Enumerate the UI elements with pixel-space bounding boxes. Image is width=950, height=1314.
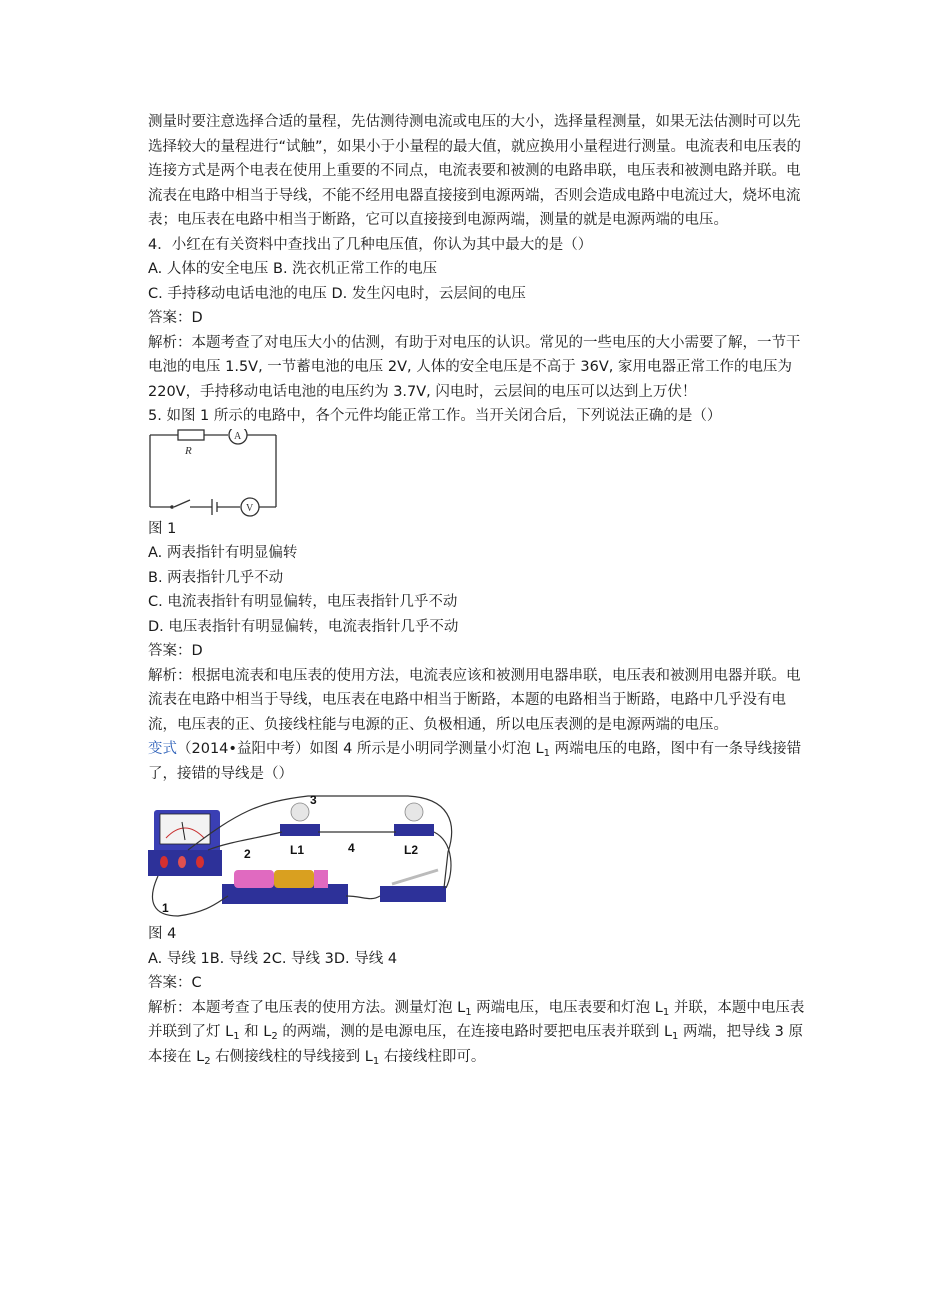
q5-question: 5. 如图 1 所示的电路中，各个元件均能正常工作。当开关闭合后，下列说法正确的是（） <box>148 408 722 424</box>
q5-option-d: D. 电压表指针有明显偏转，电流表指针几乎不动 <box>148 618 459 635</box>
q5-answer: 答案：D <box>148 643 203 659</box>
document-page <box>148 110 808 1069</box>
variant-analysis: 解析：本题考查了电压表的使用方法。测量灯泡 $L_1$ 两端电压，电压表要和灯泡 $L_1$ 并联，本题中电压表并联到了灯 $L_1$ 和 $L_2$ 的两端，测的是电源电压，在连接电路时要把电压表并联到 $L_1$ 两端，把导线 3 原本接在 $L_2$ 右侧接线柱的导线接到 $L_1$ 右接线柱即可。 <box>148 999 805 1067</box>
q5-option-c: C. 电流表指针有明显偏转，电压表指针几乎不动 <box>148 594 458 610</box>
variant-tag: 变式 <box>148 741 177 757</box>
q5-option-b: B. 两表指针几乎不动 <box>148 569 284 586</box>
fig1-ammeter-label: A <box>234 430 242 442</box>
q4-question: 4．小红在有关资料中查找出了几种电压值，你认为其中最大的是（） <box>148 236 593 253</box>
fig4-wire-1-label: 1 <box>162 901 169 915</box>
fig4-l2-label: L2 <box>404 843 419 857</box>
fig4-wire-2-label: 2 <box>244 847 251 861</box>
q4-options-line1: A. 人体的安全电压 B. 洗衣机正常工作的电压 <box>148 261 438 277</box>
fig4-wire-3-label: 3 <box>310 793 317 807</box>
q4-options-line2: C. 手持移动电话电池的电压 D. 发生闪电时，云层间的电压 <box>148 285 526 302</box>
fig4-wire-4-label: 4 <box>348 841 355 855</box>
q4-analysis: 解析：本题考查了对电压大小的估测，有助于对电压的认识。常见的一些电压的大小需要了解，一节干电池的电压 1.5V, 一节蓄电池的电压 2V, 人体的安全电压是不高于 36V, 家用电器正常工作的电压为 220V，手持移动电话电池的电压约为 3.7V, 闪电时，云层间的电压可以达到上万伏！ <box>148 334 801 400</box>
intro-paragraph: 测量时要注意选择合适的量程，先估测待测电流或电压的大小，选择量程测量，如果无法估测时可以先选择较大的量程进行“试触”，如果小于小量程的最大值，就应换用小量程进行测量。电流表和电压表的连接方式是两个电表在使用上重要的不同点，电流表要和被测的电路串联，电压表和被测电路并联。电流表在电路中相当于导线，不能不经用电器直接接到电源两端，否则会造成电路中电流过大，烧坏电流表；电压表在电路中相当于断路，它可以直接接到电源两端，测量的就是电源两端的电压。 <box>148 114 802 228</box>
variant-question: 变式（2014•益阳中考）如图 4 所示是小明同学测量小灯泡 $L_1$ 两端电压的电路，图中有一条导线接错了，接错的导线是（） <box>148 741 802 782</box>
figure-4-circuit-photo <box>148 792 460 922</box>
q5-option-a: A. 两表指针有明显偏转 <box>148 545 298 561</box>
figure-1-circuit <box>148 429 288 517</box>
fig1-label-r: R <box>185 444 192 457</box>
variant-answer: 答案：C <box>148 975 202 991</box>
fig1-voltmeter-label: V <box>246 502 254 514</box>
fig4-l1-label: L1 <box>290 843 305 857</box>
variant-options: A. 导线 1B. 导线 2C. 导线 3D. 导线 4 <box>148 950 398 967</box>
figure-1-caption: 图 1 <box>148 520 177 537</box>
q5-analysis: 解析：根据电流表和电压表的使用方法，电流表应该和被测用电器串联，电压表和被测用电器并联。电流表在电路中相当于导线，电压表在电路中相当于断路，本题的电路相当于断路，电路中几乎没有电流，电压表的正、负接线柱能与电源的正、负极相通，所以电压表测的是电源两端的电压。 <box>148 667 801 733</box>
q4-answer: 答案：D <box>148 310 203 326</box>
figure-4-caption: 图 4 <box>148 926 177 942</box>
